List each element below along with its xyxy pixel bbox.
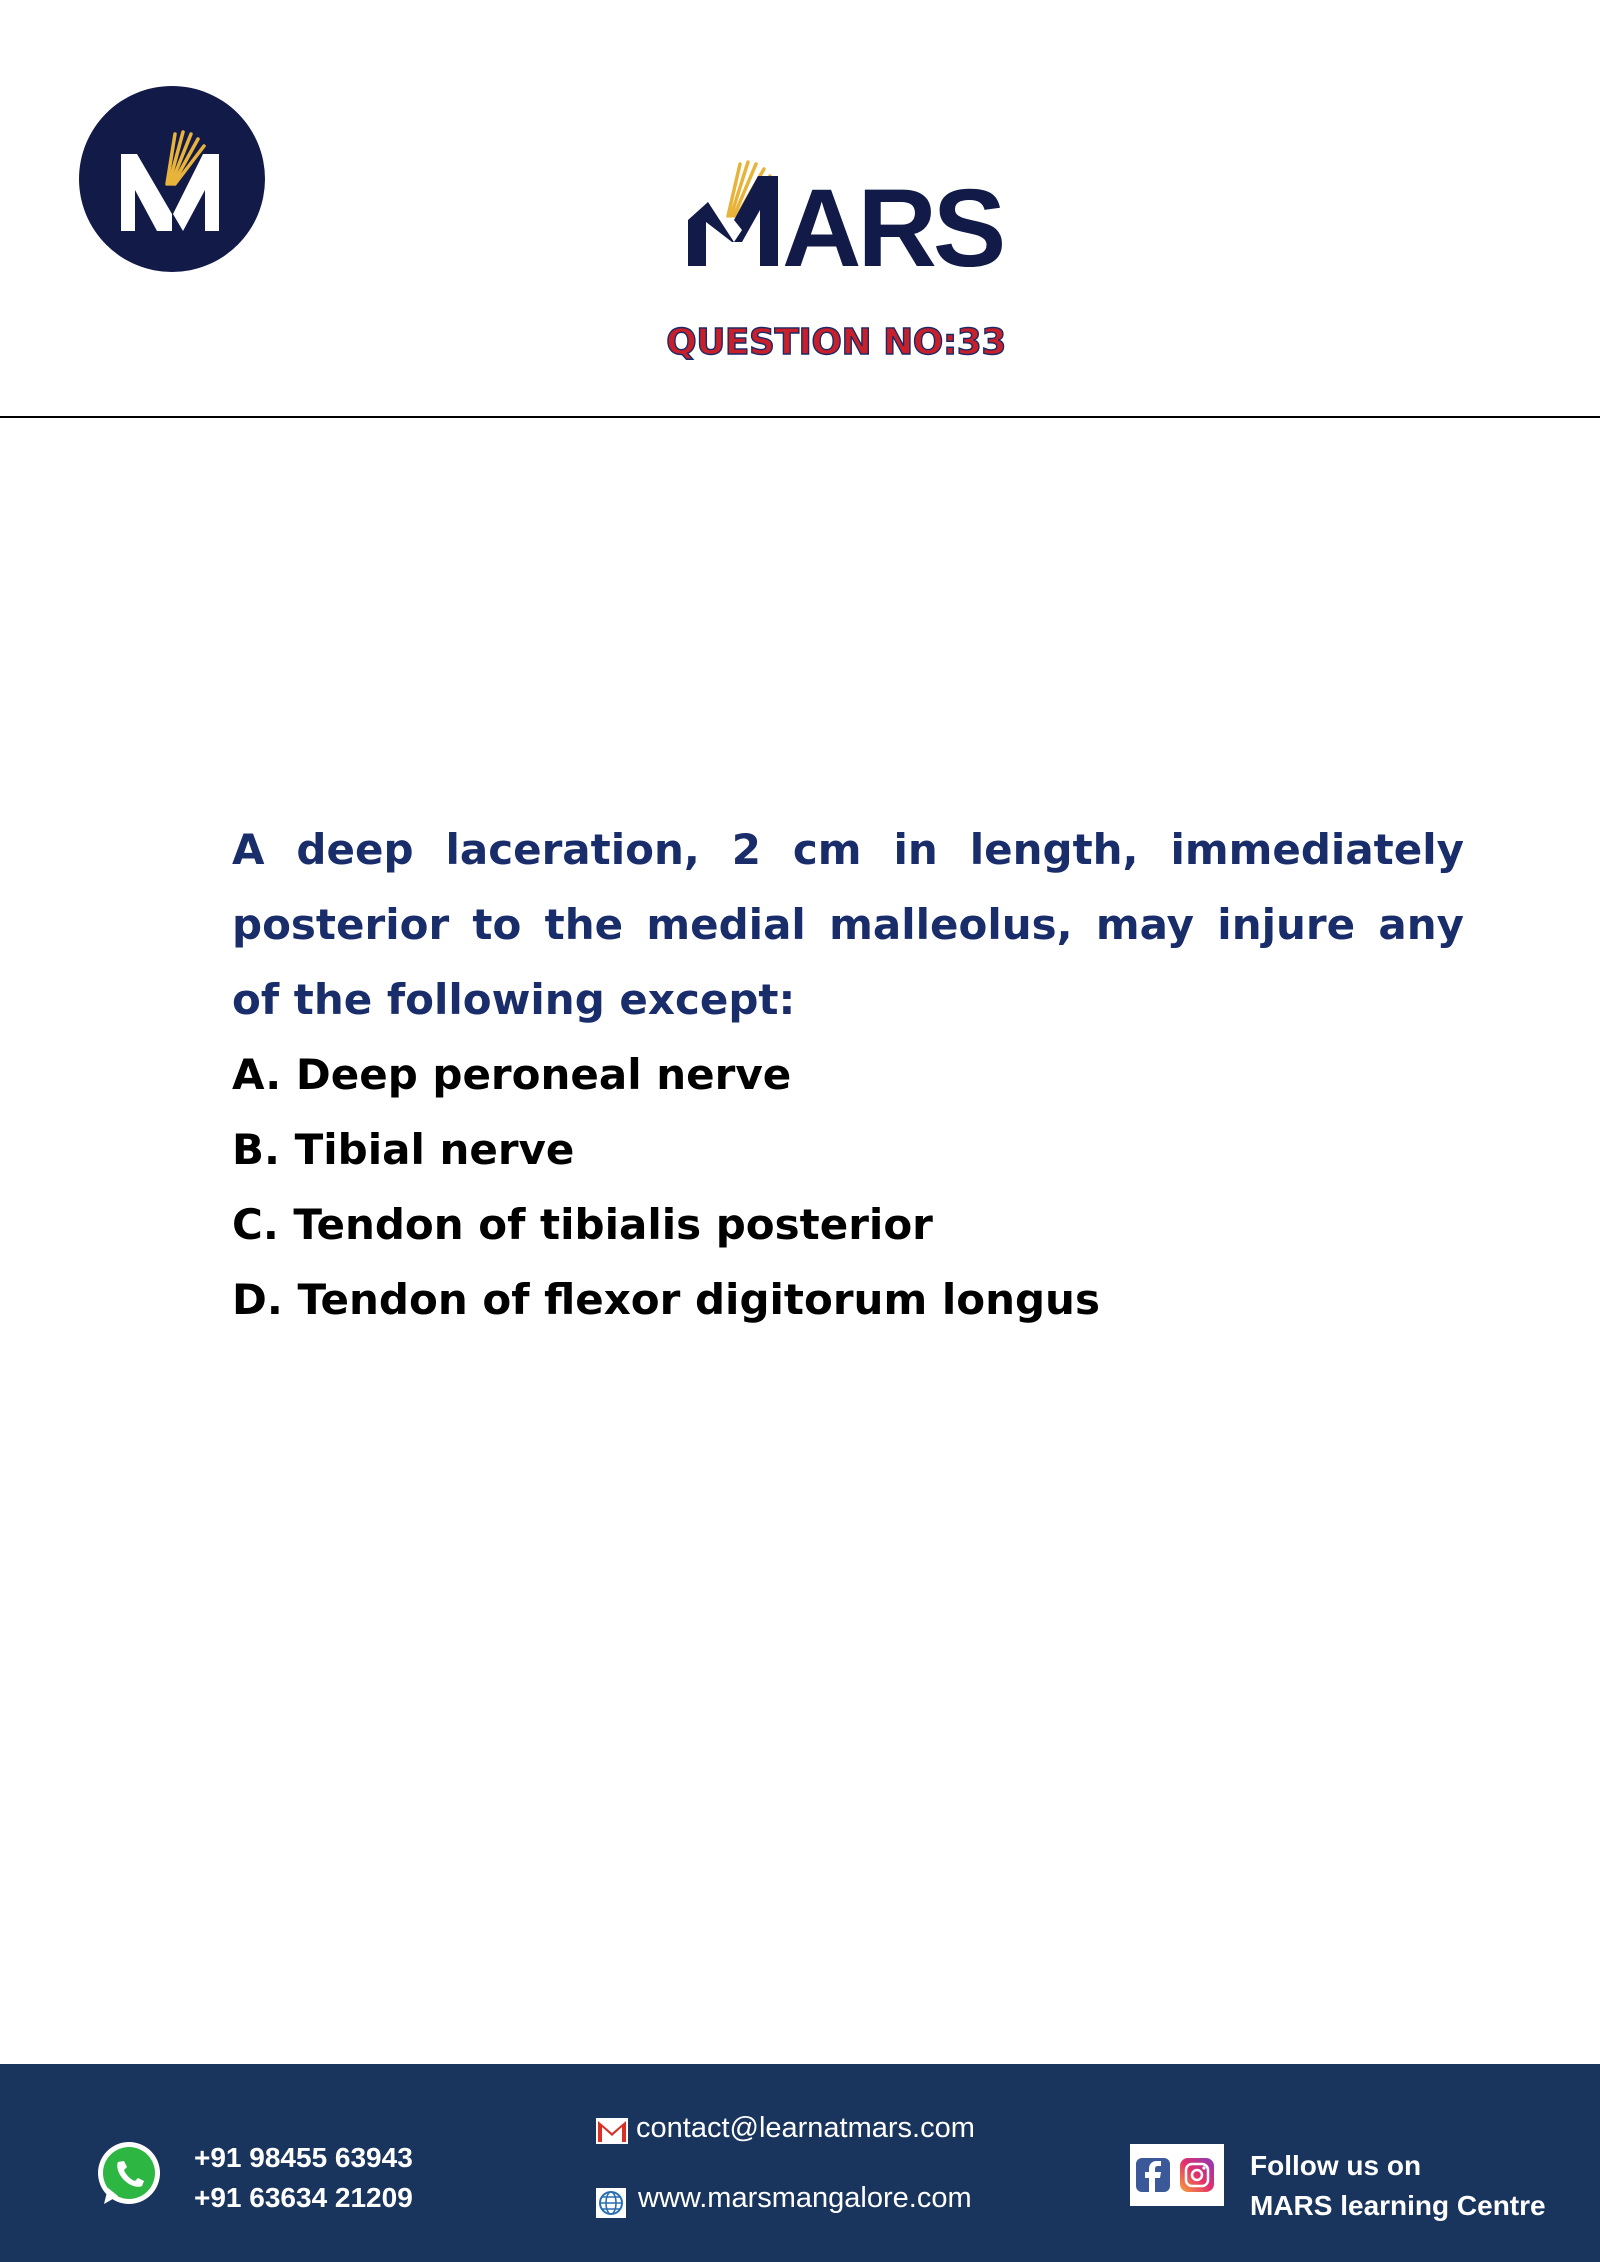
question-block xyxy=(232,812,1464,1337)
follow-line-1: Follow us on xyxy=(1250,2150,1422,2181)
whatsapp-icon[interactable] xyxy=(94,2140,164,2210)
question-text: A deep laceration, 2 cm in length, immediately posterior to the medial malleolus, may injure any of the following except: xyxy=(232,825,1464,1024)
phone-number[interactable]: +91 98455 63943 xyxy=(194,2142,413,2173)
website-link[interactable]: www.marsmangalore.com xyxy=(638,2182,972,2214)
option-b: B. Tibial nerve xyxy=(232,1125,575,1174)
option-a: A. Deep peroneal nerve xyxy=(232,1050,792,1099)
option-d: D. Tendon of flexor digitorum longus xyxy=(232,1275,1100,1324)
footer xyxy=(0,2064,1600,2262)
email-link[interactable]: contact@learnatmars.com xyxy=(636,2112,975,2144)
question-number-label: QUESTION NO:33 xyxy=(666,322,1006,363)
phone-numbers xyxy=(194,2138,413,2218)
globe-icon xyxy=(596,2188,626,2218)
follow-us xyxy=(1250,2146,1546,2226)
header-divider xyxy=(0,416,1600,418)
svg-text:ARS: ARS xyxy=(782,167,1003,270)
phone-number[interactable]: +91 63634 21209 xyxy=(194,2182,413,2213)
option-c: C. Tendon of tibialis posterior xyxy=(232,1200,933,1249)
mail-icon xyxy=(596,2118,628,2144)
instagram-icon[interactable] xyxy=(1180,2158,1214,2192)
facebook-icon[interactable] xyxy=(1136,2158,1170,2192)
social-icons xyxy=(1130,2144,1224,2206)
follow-line-2[interactable]: MARS learning Centre xyxy=(1250,2190,1546,2221)
mars-wordmark-logo xyxy=(686,158,1008,270)
mars-circle-logo xyxy=(79,86,265,272)
